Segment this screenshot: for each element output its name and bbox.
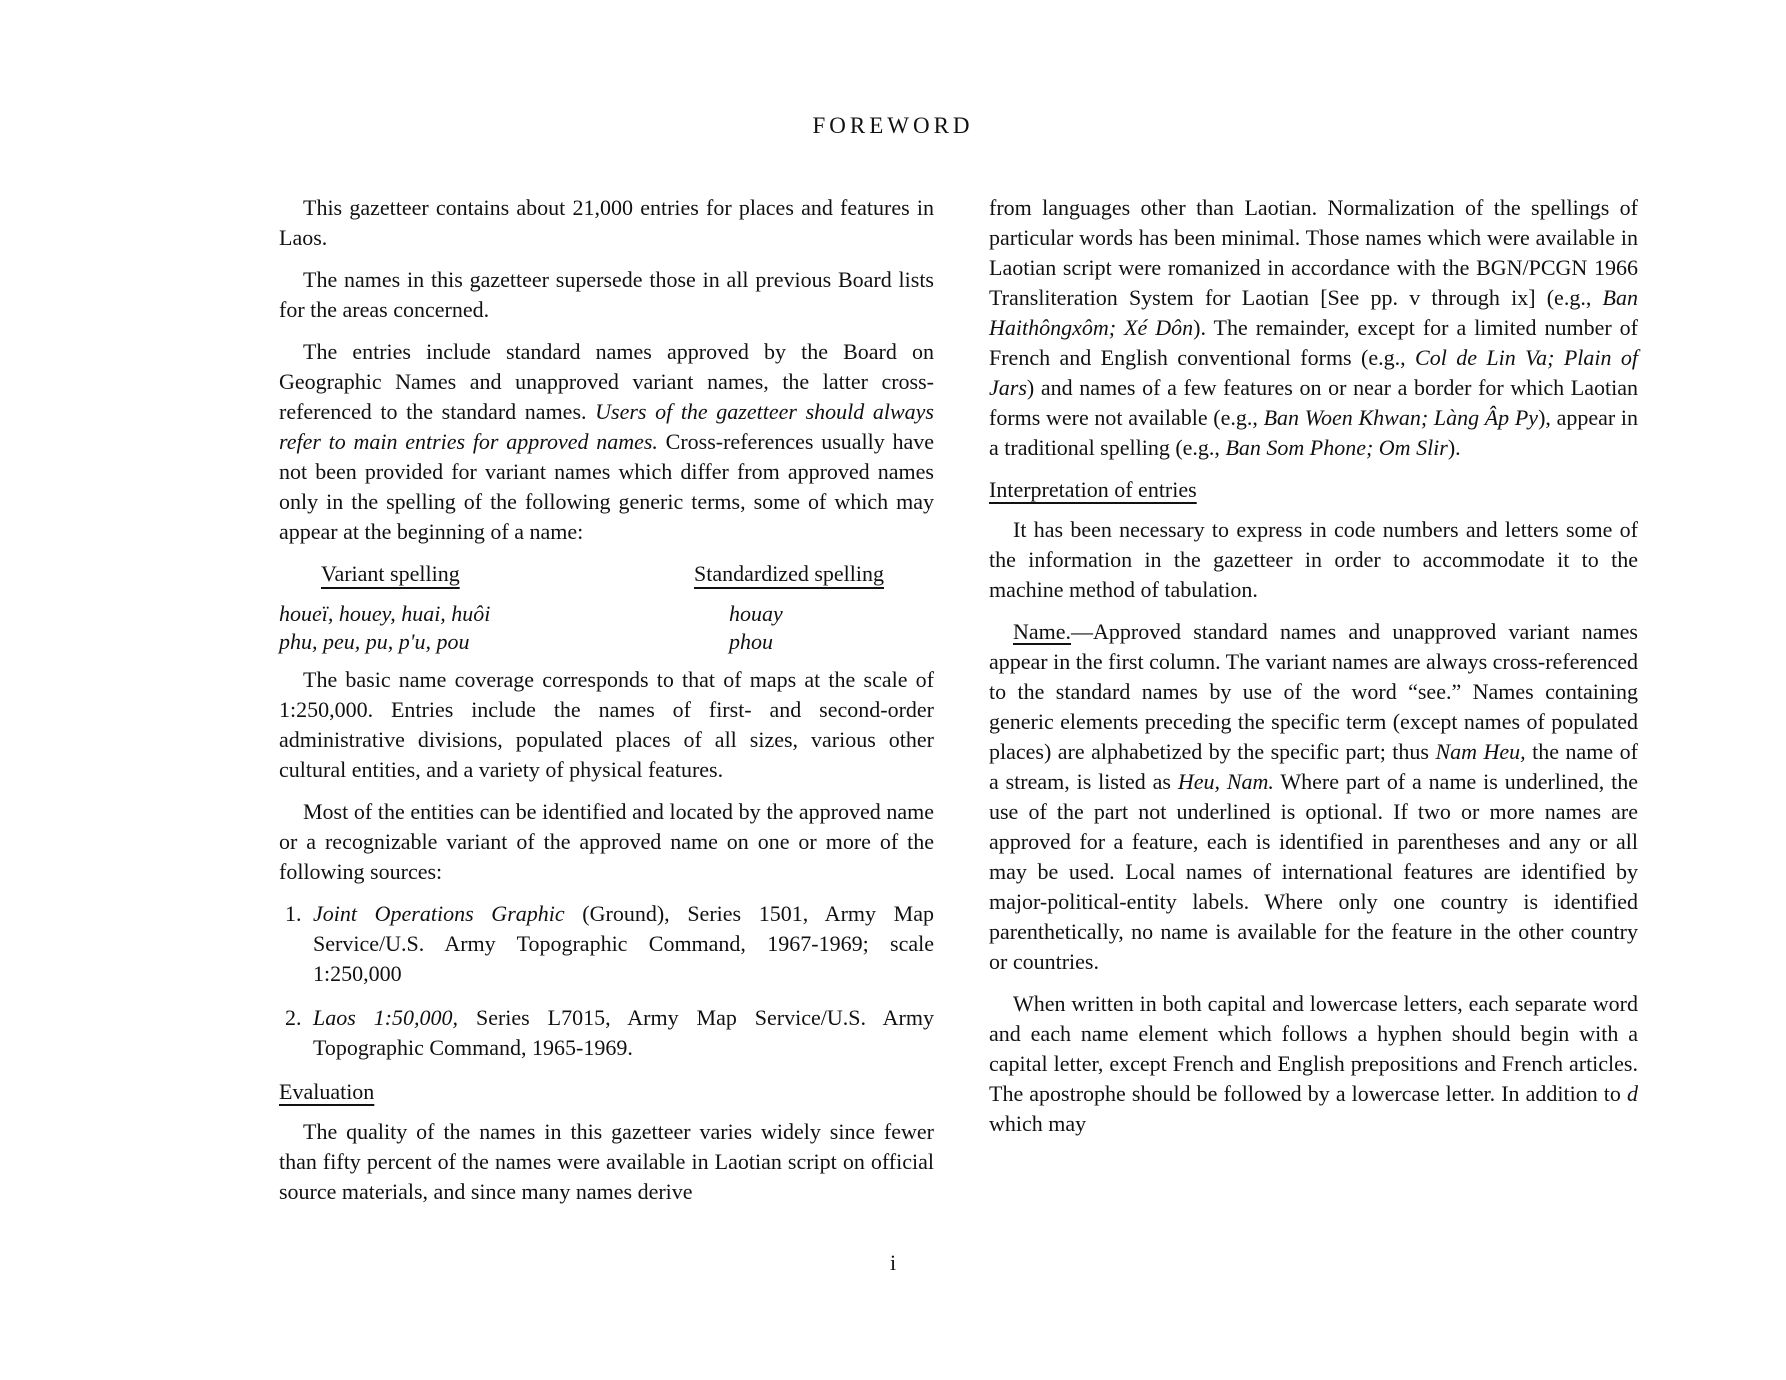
paragraph-name	[989, 617, 1638, 977]
column-header-variant: Variant spelling	[321, 561, 460, 586]
table-row	[279, 627, 934, 655]
text-span: ).	[1447, 435, 1461, 460]
text-span: —Approved standard names and unapproved variant names appear in the first column. The variant names are always cross-referenced to the standard names by use of the word “see.” Names containing generic elements preceding the specific term (except names of populated places) are alphabetized by the specific part; thus	[989, 619, 1638, 764]
list-item	[307, 1003, 934, 1063]
heading-text: Interpretation of entries	[989, 477, 1197, 502]
paragraph-continuation	[989, 193, 1638, 463]
sources-list	[279, 899, 934, 1063]
spelling-table	[279, 559, 934, 655]
paragraph-entries-count: This gazetteer contains about 21,000 entries for places and features in Laos.	[279, 195, 934, 250]
text-span: When written in both capital and lowercase letters, each separate word and each name element which follows a hyphen should begin with a capital letter, except French and English prepositions and French articles. The apostrophe should be followed by a lowercase letter. In addition to	[989, 991, 1638, 1106]
variant-cell: phu, peu, pu, p'u, pou	[279, 629, 470, 654]
section-heading-evaluation	[279, 1077, 934, 1107]
paragraph-entries-include	[279, 337, 934, 547]
source-title: Laos 1:50,000,	[313, 1005, 459, 1030]
name-label: Name.	[1013, 619, 1072, 644]
variant-cell: houeï, houey, huai, huôi	[279, 601, 491, 626]
list-item	[307, 899, 934, 989]
example-text: Ban Som Phone; Om Slir	[1225, 435, 1448, 460]
page-title: FOREWORD	[812, 113, 974, 138]
heading-text: Evaluation	[279, 1079, 375, 1104]
source-title: Joint Operations Graphic	[313, 901, 565, 926]
page-number: i	[889, 1250, 897, 1275]
paragraph-coverage: The basic name coverage corresponds to that of maps at the scale of 1:250,000. Entries include the names of first- and second-order administrative divisions, populated places of all sizes, various other cultural entities, and a variety of physical features.	[279, 667, 934, 782]
text-span: ), appear in a traditional spelling (e.g.,	[989, 405, 1639, 460]
example-text: Ban Haithôngxôm; Xé Dôn	[989, 285, 1638, 340]
paragraph-evaluation: The quality of the names in this gazetteer varies widely since fewer than fifty percent of the names were available in Laotian script on official source materials, and since many names derive	[279, 1119, 934, 1204]
text-span: Cross-references usually have not been provided for variant names which differ from approved names only in the spelling of the following generic terms, some of which may appear at the beginning of a name:	[279, 429, 934, 544]
example-text: Heu, Nam.	[1177, 769, 1274, 794]
text-span: Where part of a name is underlined, the use of the part not underlined is optional. If two or more names are approved for a feature, each is identified in parentheses and any or all may be used. Local names of international features are identified by major-political-entity labels. Where only one country is identified parenthetically, no name is available for the feature in the other country or countries.	[989, 769, 1638, 974]
text-span: the name of a stream, is listed as	[989, 739, 1638, 794]
example-text: d	[1627, 1081, 1638, 1106]
standard-cell: phou	[729, 629, 773, 654]
paragraph-capitalization	[989, 989, 1638, 1139]
paragraph-sources-intro: Most of the entities can be identified and located by the approved name or a recognizable variant of the approved name on one or more of the following sources:	[279, 799, 934, 884]
left-column	[279, 193, 934, 1219]
paragraph-supersede: The names in this gazetteer supersede those in all previous Board lists for the areas concerned.	[279, 267, 934, 322]
source-detail: Series L7015, Army Map Service/U.S. Army Topographic Command, 1965-1969.	[313, 1005, 934, 1060]
paragraph-interpretation: It has been necessary to express in code numbers and letters some of the information in the gazetteer in order to accommodate it to the machine method of tabulation.	[989, 517, 1638, 602]
emphasis-text: Users of the gazetteer should always refer to main entries for approved names.	[279, 399, 934, 454]
example-text: Col de Lin Va; Plain of Jars	[989, 345, 1638, 400]
text-span: The entries include standard names approved by the Board on Geographic Names and unapproved variant names, the latter cross-referenced to the standard names.	[279, 339, 934, 424]
table-row	[279, 599, 934, 627]
text-span: from languages other than Laotian. Normalization of the spellings of particular words has been minimal. Those names which were available in Laotian script were romanized in accordance with the BGN/PCGN 1966 Transliteration System for Laotian [See pp. v through ix] (e.g.,	[989, 195, 1638, 310]
spelling-table-header	[279, 559, 934, 589]
example-text: Ban Woen Khwan; Làng Âp Py	[1263, 405, 1539, 430]
text-span: which may	[989, 1111, 1087, 1136]
text-span: ). The remainder, except for a limited number of French and English conventional forms (e.g.,	[989, 315, 1638, 370]
source-detail: (Ground), Series 1501, Army Map Service/U.S. Army Topographic Command, 1967-1969; scale 1:250,000	[313, 901, 934, 986]
standard-cell: houay	[729, 601, 783, 626]
text-span: ) and names of a few features on or near a border for which Laotian forms were not available (e.g.,	[989, 375, 1638, 430]
example-text: Nam Heu,	[1435, 739, 1526, 764]
column-header-standard: Standardized spelling	[693, 561, 884, 586]
section-heading-interpretation	[989, 475, 1638, 505]
right-column	[989, 193, 1638, 1151]
